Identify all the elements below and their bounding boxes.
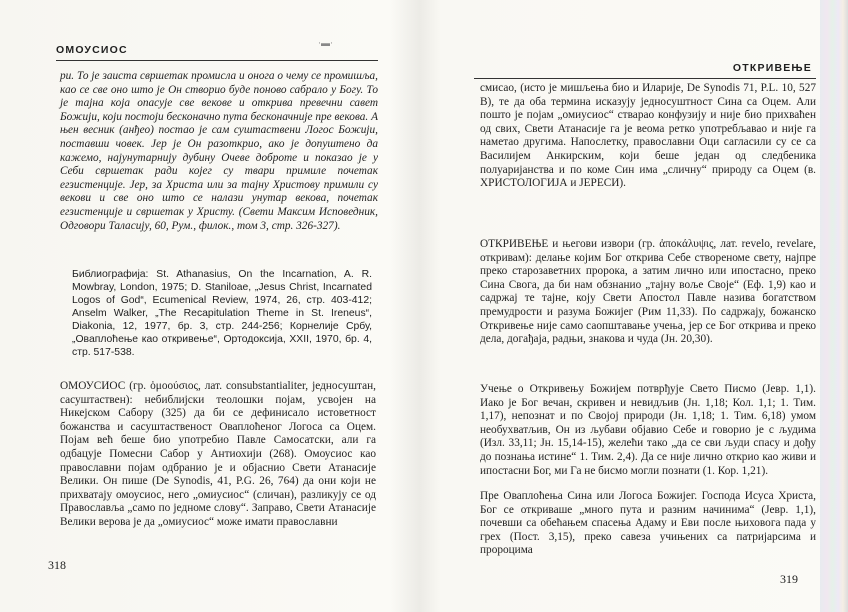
print-mark: ·▬·	[318, 38, 333, 48]
entry-omousios: ОМОУСИОС (гр. ὁμοούσιος, лат. consubstantialiter, једносуштан, сасуштаствен): небиблијски теолошки појам, усвојен на Никејском Сабору (325) да би се дефинисало истоветност божанства и сасуштаственост Оваплоћеног Логоса са Оцем. Појам већ беше био употребио Павле Самосатски, али га одбацује Помесни Сабор у Антиохији (268). Омоусиос као православни појам одбранио је и објаснио Свети Атанасије Велики. Он пише (De Synodis, 41, P.G. 26, 764) да они који не прихватају омоусиос, него „омиусиос“ (сличан), разликују се од Православља „само по једноме слову“. Заправо, Свети Атанасије Велики верова је да „омиусиос“ може имати православни	[60, 380, 376, 528]
page-number-right: 319	[780, 572, 798, 586]
entry-otkrivenje: ОТКРИВЕЊЕ и његови извори (гр. ἀποκάλυψις, лат. revelo, revelare, откривам): делање којим Бог открива Себе створеноме свету, најпре преко старозаветних пророка, а затим лично или ипостасно, преко Сина Свога, да би нам обзнанио „тајну воље Своје“ (Еф. 1,9) као и садржај те тајне, коју Свети Апостол Павле назива богатством премудрости и разума Божијег (Рим 11,33). По садржају, божанско Откривење није само саопштавање учења, јер се Бог открива и преко дела, догађаја, радњи, знакова и чуда (Јн. 20,30).	[480, 238, 816, 346]
quote-paragraph: ри. То је заиста свршетак промисла и онога о чему се промишља, као се све оно што је Он створио буде поново сабрало у Богу. То је тајна која опасује све векове и открива превечни савет Божији, који постоји бесконачно пута бесконачније пре векова. А њен весник (анђео) постао је сам суштаствени Логос Божији, поставши човек. Јер је Он разоткрио, ако је допуштено да кажемо, најунутарнију дубину Очеве доброте и показао је у Себи свршетак ради којег су твари примиле почетак егзистенције. Јер, за Христа или за тајну Христову примили су векови и све оно што се налази унутар векова, почетак егзистенције и свршетак у Христу. (Свети Максим Исповедник, Одговори Таласију, 60, Рум., филок., том 3, стр. 326-327).	[60, 70, 378, 232]
header-rule-left	[56, 60, 378, 61]
continuation-paragraph: смисао, (исто је мишљења био и Иларије, De Synodis 71, P.L. 10, 527 B), те да оба термина исказују једносуштност Сина са Оцем. Али пошто је појам „омиусиос“ стварао конфузију и није био прихваћен од свих, Свети Атанасије га је веома ретко употребљавао и није га наметао другима. Напослетку, православни Оци сагласили су се са Василијем Анкирским, који беше један од следбеника полуаријанства и по коме Син има „сличну“ природу са Оцем (в. ХРИСТОЛОГИЈА и ЈЕРЕСИ).	[480, 82, 816, 190]
page-number-left: 318	[48, 558, 66, 572]
running-head-left: ОМОУСИОС	[56, 44, 128, 56]
bibliography-paragraph: Библиографија: St. Athanasius, On the Incarnation, A. R. Mowbray, London, 1975; D. Staniloae, „Jesus Christ, Incarnated Logos of God“, Ecumenical Review, 1974, 26, стр. 403-412; Anselm Walker, „The Recapitulation Theme in St. Ireneus“, Diakonia, 12, 1977, бр. 3, стр. 244-256; Корнелије Србу, „Оваплоћење као откривење“, Ортодоксија, XXII, 1970, бр. 4, стр. 517-538.	[72, 269, 372, 358]
paragraph-uchenje: Учење о Откривењу Божијем потврђује Свето Писмо (Јевр. 1,1). Иако је Бог вечан, скривен и невидљив (Јн. 1,18; Кол. 1,1; 1. Тим. 1,17), непознат и по Својој природи (Јн. 1,18; 1. Тим. 6,18) умом необухватљив, Он из љубави објавио Себе и говорио је с људима (Изл. 33,11; Јн. 15,14-15), желећи тако „да се сви људи спасу и дођу до познања истине“ 1. Тим. 2,4). Да се није лично открио као живи и ипостасни Бог, ми Га не бисмо могли познати (1. Кор. 1,21).	[480, 383, 816, 477]
left-page	[0, 0, 422, 612]
running-head-right: ОТКРИВЕЊЕ	[732, 62, 812, 74]
page-edges	[820, 0, 848, 612]
paragraph-pre-ovaplocenja: Пре Оваплоћења Сина или Логоса Божијег. Господа Исуса Христа, Бог се откриваше „много пута и разним начинима“ (Јевр. 1,1), почевши са обећањем спасења Адаму и Еви после њиховога пада у грех (Пост. 3,15), преко савеза учињених са патријарсима и пророцима	[480, 490, 816, 557]
right-page	[430, 0, 820, 612]
header-rule-right	[474, 78, 816, 79]
